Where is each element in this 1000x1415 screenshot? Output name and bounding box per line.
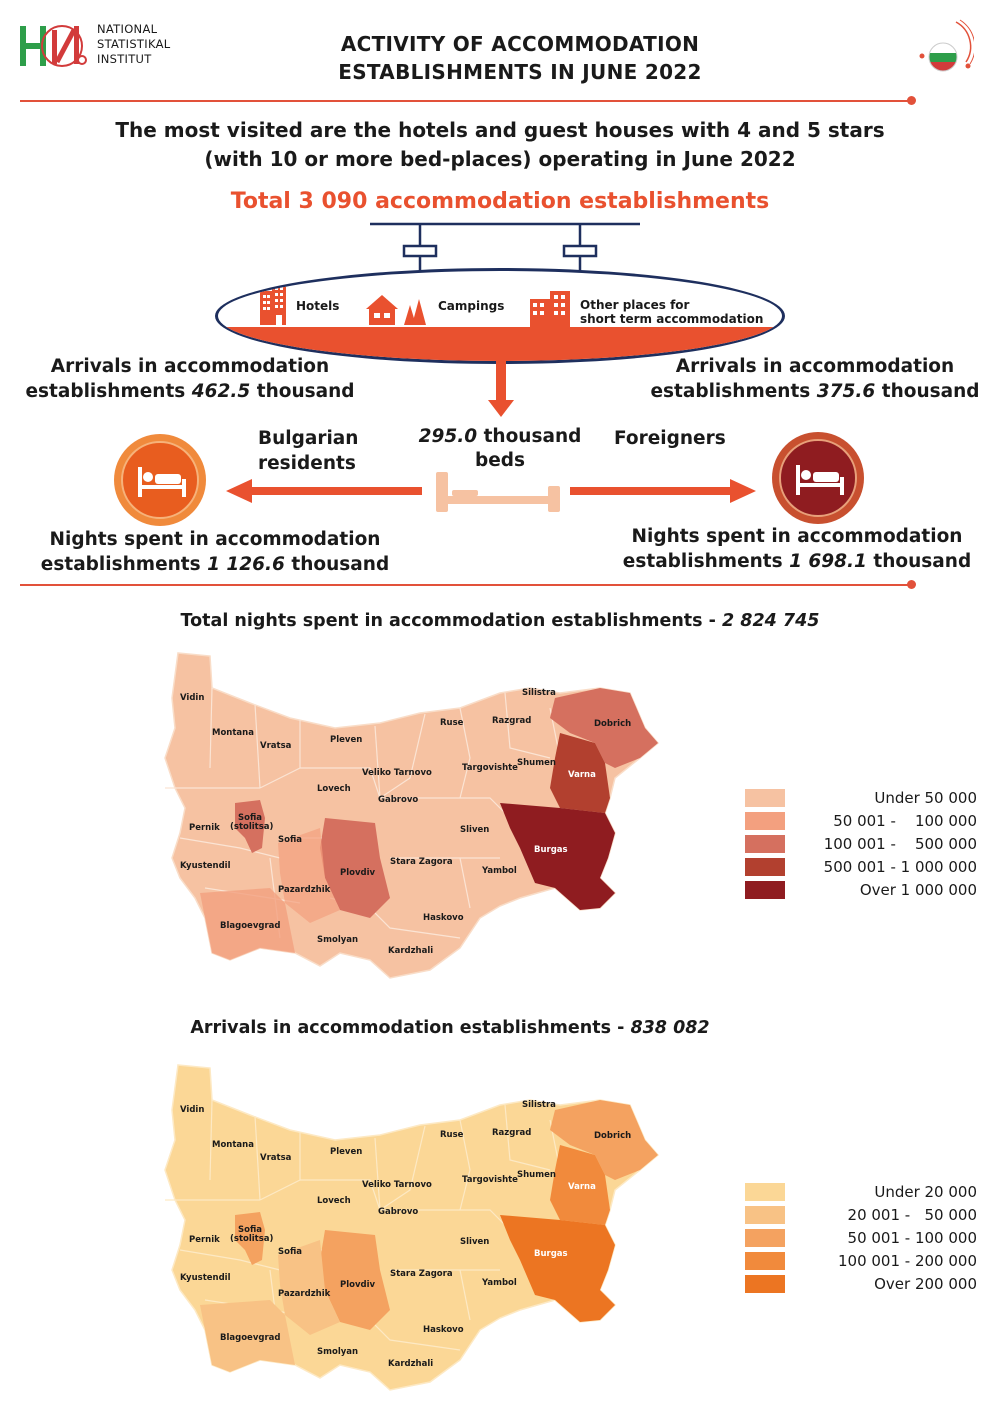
map2-label-burgas: Burgas — [534, 1249, 568, 1259]
map1-label-pernik: Pernik — [189, 823, 220, 833]
map2-legend-swatch — [745, 1229, 785, 1247]
logo-line-3: INSTITUT — [97, 52, 152, 66]
logo-line-2: STATISTIKAL — [97, 37, 171, 51]
map1-legend-row — [745, 855, 977, 878]
middle-divider — [20, 584, 910, 586]
category-other-line-2: short term accommodation — [580, 312, 764, 326]
bulgarians-arrivals-prefix: establishments — [25, 381, 192, 402]
bulgarians-nights — [30, 527, 400, 577]
foreigners-arrivals-value: 375.6 — [816, 381, 876, 402]
connector-bracket — [370, 218, 640, 270]
beds-unit: thousand — [477, 426, 582, 447]
map1-label-kyustendil: Kyustendil — [180, 861, 231, 871]
total-suffix: accommodation establishments — [367, 189, 770, 214]
map2-label-yambol: Yambol — [482, 1278, 517, 1288]
map2-legend-row — [745, 1249, 977, 1272]
map2-label-shumen: Shumen — [517, 1170, 556, 1180]
map1-legend-swatch — [745, 789, 785, 807]
map2-label-silistra: Silistra — [522, 1100, 556, 1110]
foreigners-nights-value: 1 698.1 — [789, 551, 867, 572]
map2-label-veliko: Veliko Tarnovo — [362, 1180, 432, 1190]
map1-title — [100, 611, 900, 631]
map1-label-veliko: Veliko Tarnovo — [362, 768, 432, 778]
category-campings: Campings — [438, 299, 505, 313]
nsi-logo-icon — [18, 20, 90, 72]
map2-label-sofia-capital-2: (stolitsa) — [230, 1234, 274, 1244]
map1-legend — [745, 786, 977, 901]
map1-label-vratsa: Vratsa — [260, 741, 292, 751]
bulgarians-nights-prefix: establishments — [40, 554, 208, 575]
map2-arrivals — [160, 1060, 670, 1395]
subtitle — [40, 116, 960, 174]
map2-label-stara-zagora: Stara Zagora — [390, 1269, 453, 1279]
map1-legend-swatch — [745, 812, 785, 830]
map2-label-sliven: Sliven — [460, 1237, 490, 1247]
foreigners-sleeping-icon — [771, 431, 865, 525]
logo-line-1: NATIONAL — [97, 22, 158, 36]
map2-label-lovech: Lovech — [317, 1196, 351, 1206]
top-divider-dot — [907, 96, 916, 105]
foreigners-label: Foreigners — [614, 428, 726, 449]
logo-text — [97, 22, 170, 67]
bulgarians-arrivals-line-1: Arrivals in accommodation — [50, 356, 330, 377]
map2-legend-row — [745, 1180, 977, 1203]
map2-legend-row — [745, 1272, 977, 1295]
bulgarians-label-line-1: Bulgarian — [258, 428, 359, 449]
map2-legend-swatch — [745, 1275, 785, 1293]
bed-icon — [436, 470, 560, 514]
map1-label-lovech: Lovech — [317, 784, 351, 794]
map1-label-pleven: Pleven — [330, 735, 363, 745]
foreigners-nights-prefix: establishments — [622, 551, 790, 572]
map2-label-varna: Varna — [568, 1182, 596, 1192]
map2-title — [50, 1018, 850, 1038]
map1-nights — [160, 648, 670, 983]
map1-legend-label: Over 1 000 000 — [859, 880, 977, 899]
map1-label-stara-zagora: Stara Zagora — [390, 857, 453, 867]
map2-legend-label: 50 001 - 100 000 — [847, 1228, 977, 1247]
map1-label-smolyan: Smolyan — [317, 935, 359, 945]
map2-label-razgrad: Razgrad — [492, 1128, 532, 1138]
map2-label-kyustendil: Kyustendil — [180, 1273, 231, 1283]
subtitle-line-1: The most visited are the hotels and guest houses with 4 and 5 stars — [115, 118, 885, 142]
foreigners-arrivals-prefix: establishments — [650, 381, 817, 402]
map1-legend-swatch — [745, 858, 785, 876]
map1-legend-swatch — [745, 881, 785, 899]
map1-label-kardzhali: Kardzhali — [388, 946, 434, 956]
middle-divider-dot — [907, 580, 916, 589]
map1-legend-row — [745, 809, 977, 832]
beds-value: 295.0 — [418, 426, 478, 447]
foreigners-arrivals-line-1: Arrivals in accommodation — [675, 356, 955, 377]
map1-label-silistra: Silistra — [522, 688, 556, 698]
map1-label-vidin: Vidin — [180, 693, 205, 703]
map1-label-sofia-capital-2: (stolitsa) — [230, 822, 274, 832]
map2-legend-label: Under 20 000 — [874, 1182, 977, 1201]
map2-label-plovdiv: Plovdiv — [340, 1280, 376, 1290]
map1-legend-swatch — [745, 835, 785, 853]
map2-label-sofia: Sofia — [278, 1247, 302, 1257]
left-arrow-icon — [226, 478, 422, 504]
page-title — [270, 30, 770, 86]
map1-legend-label: Under 50 000 — [874, 788, 977, 807]
map2-legend-row — [745, 1226, 977, 1249]
camping-icon — [364, 291, 430, 327]
map1-label-dobrich: Dobrich — [594, 719, 632, 729]
total-prefix: Total — [230, 189, 299, 214]
foreigners-arrivals-unit: thousand — [875, 381, 980, 402]
map2-legend-label: 20 001 - 50 000 — [847, 1205, 977, 1224]
bulgarians-arrivals-value: 462.5 — [191, 381, 251, 402]
map1-label-sliven: Sliven — [460, 825, 490, 835]
map2-label-smolyan: Smolyan — [317, 1347, 359, 1357]
map2-legend-swatch — [745, 1183, 785, 1201]
map2-label-haskovo: Haskovo — [423, 1325, 464, 1335]
map2-label-vratsa: Vratsa — [260, 1153, 292, 1163]
map2-legend-swatch — [745, 1252, 785, 1270]
map2-label-dobrich: Dobrich — [594, 1131, 632, 1141]
map2-title-prefix: Arrivals in accommodation establishments - — [190, 1018, 631, 1038]
map2-label-targovishte: Targovishte — [462, 1175, 518, 1185]
map1-label-ruse: Ruse — [440, 718, 464, 728]
category-other — [580, 298, 763, 326]
bulgarians-arrivals-unit: thousand — [250, 381, 355, 402]
establishment-types-panel — [215, 268, 785, 364]
category-other-line-1: Other places for — [580, 298, 690, 312]
bulgarians-arrivals — [20, 354, 360, 404]
down-arrow-icon — [486, 360, 516, 418]
map1-label-gabrovo: Gabrovo — [378, 795, 419, 805]
map1-label-varna: Varna — [568, 770, 596, 780]
map2-label-sofia-capital-1: Sofia — [238, 1225, 262, 1235]
map2-legend-label: 100 001 - 200 000 — [837, 1251, 977, 1270]
map1-label-pazardzhik: Pazardzhik — [278, 885, 331, 895]
map2-label-blagoevgrad: Blagoevgrad — [220, 1333, 281, 1343]
map2-label-montana: Montana — [212, 1140, 254, 1150]
map1-label-sofia-capital-1: Sofia — [238, 813, 262, 823]
map2-label-gabrovo: Gabrovo — [378, 1207, 419, 1217]
total-establishments — [150, 189, 850, 214]
map1-label-yambol: Yambol — [482, 866, 517, 876]
subtitle-line-2: (with 10 or more bed-places) operating in June 2022 — [204, 147, 796, 171]
map1-legend-label: 500 001 - 1 000 000 — [823, 857, 977, 876]
title-line-1: ACTIVITY OF ACCOMMODATION — [340, 32, 700, 56]
bulgarians-nights-line-1: Nights spent in accommodation — [49, 529, 381, 550]
foreigners-nights-line-1: Nights spent in accommodation — [631, 526, 963, 547]
map2-title-value: 838 082 — [630, 1018, 710, 1038]
map2-label-pazardzhik: Pazardzhik — [278, 1289, 331, 1299]
map2-legend-label: Over 200 000 — [874, 1274, 977, 1293]
beds-total — [400, 425, 600, 473]
other-accommodation-icon — [530, 289, 572, 327]
map1-legend-row — [745, 786, 977, 809]
map1-legend-row — [745, 832, 977, 855]
map1-legend-label: 100 001 - 500 000 — [823, 834, 977, 853]
bulgarian-residents-label — [258, 426, 358, 476]
bulgarians-label-line-2: residents — [258, 453, 356, 474]
map1-legend-label: 50 001 - 100 000 — [833, 811, 977, 830]
map1-label-targovishte: Targovishte — [462, 763, 518, 773]
map1-title-value: 2 824 745 — [722, 611, 820, 631]
map2-label-vidin: Vidin — [180, 1105, 205, 1115]
category-hotels: Hotels — [296, 299, 340, 313]
bulgarians-nights-value: 1 126.6 — [207, 554, 285, 575]
bulgarians-nights-unit: thousand — [284, 554, 390, 575]
map2-label-ruse: Ruse — [440, 1130, 464, 1140]
map1-label-montana: Montana — [212, 728, 254, 738]
map1-label-razgrad: Razgrad — [492, 716, 532, 726]
top-divider — [20, 100, 910, 102]
map2-label-pernik: Pernik — [189, 1235, 220, 1245]
beds-label: beds — [474, 450, 526, 471]
map1-label-shumen: Shumen — [517, 758, 556, 768]
map1-label-plovdiv: Plovdiv — [340, 868, 376, 878]
right-arrow-icon — [570, 478, 756, 504]
map1-label-blagoevgrad: Blagoevgrad — [220, 921, 281, 931]
map1-label-haskovo: Haskovo — [423, 913, 464, 923]
map2-legend-row — [745, 1203, 977, 1226]
bulgarians-sleeping-icon — [113, 433, 207, 527]
hotel-icon — [258, 283, 288, 325]
map1-label-burgas: Burgas — [534, 845, 568, 855]
foreigners-nights — [612, 524, 982, 574]
map2-legend-swatch — [745, 1206, 785, 1224]
total-value: 3 090 — [298, 189, 368, 214]
map2-label-kardzhali: Kardzhali — [388, 1359, 434, 1369]
foreigners-arrivals — [640, 354, 990, 404]
bulgaria-flag-icon — [912, 16, 974, 78]
map1-legend-row — [745, 878, 977, 901]
map2-legend — [745, 1180, 977, 1295]
foreigners-nights-unit: thousand — [866, 551, 972, 572]
map1-label-sofia: Sofia — [278, 835, 302, 845]
map2-label-pleven: Pleven — [330, 1147, 363, 1157]
map1-title-prefix: Total nights spent in accommodation establishments - — [180, 611, 723, 631]
title-line-2: ESTABLISHMENTS IN JUNE 2022 — [338, 60, 702, 84]
